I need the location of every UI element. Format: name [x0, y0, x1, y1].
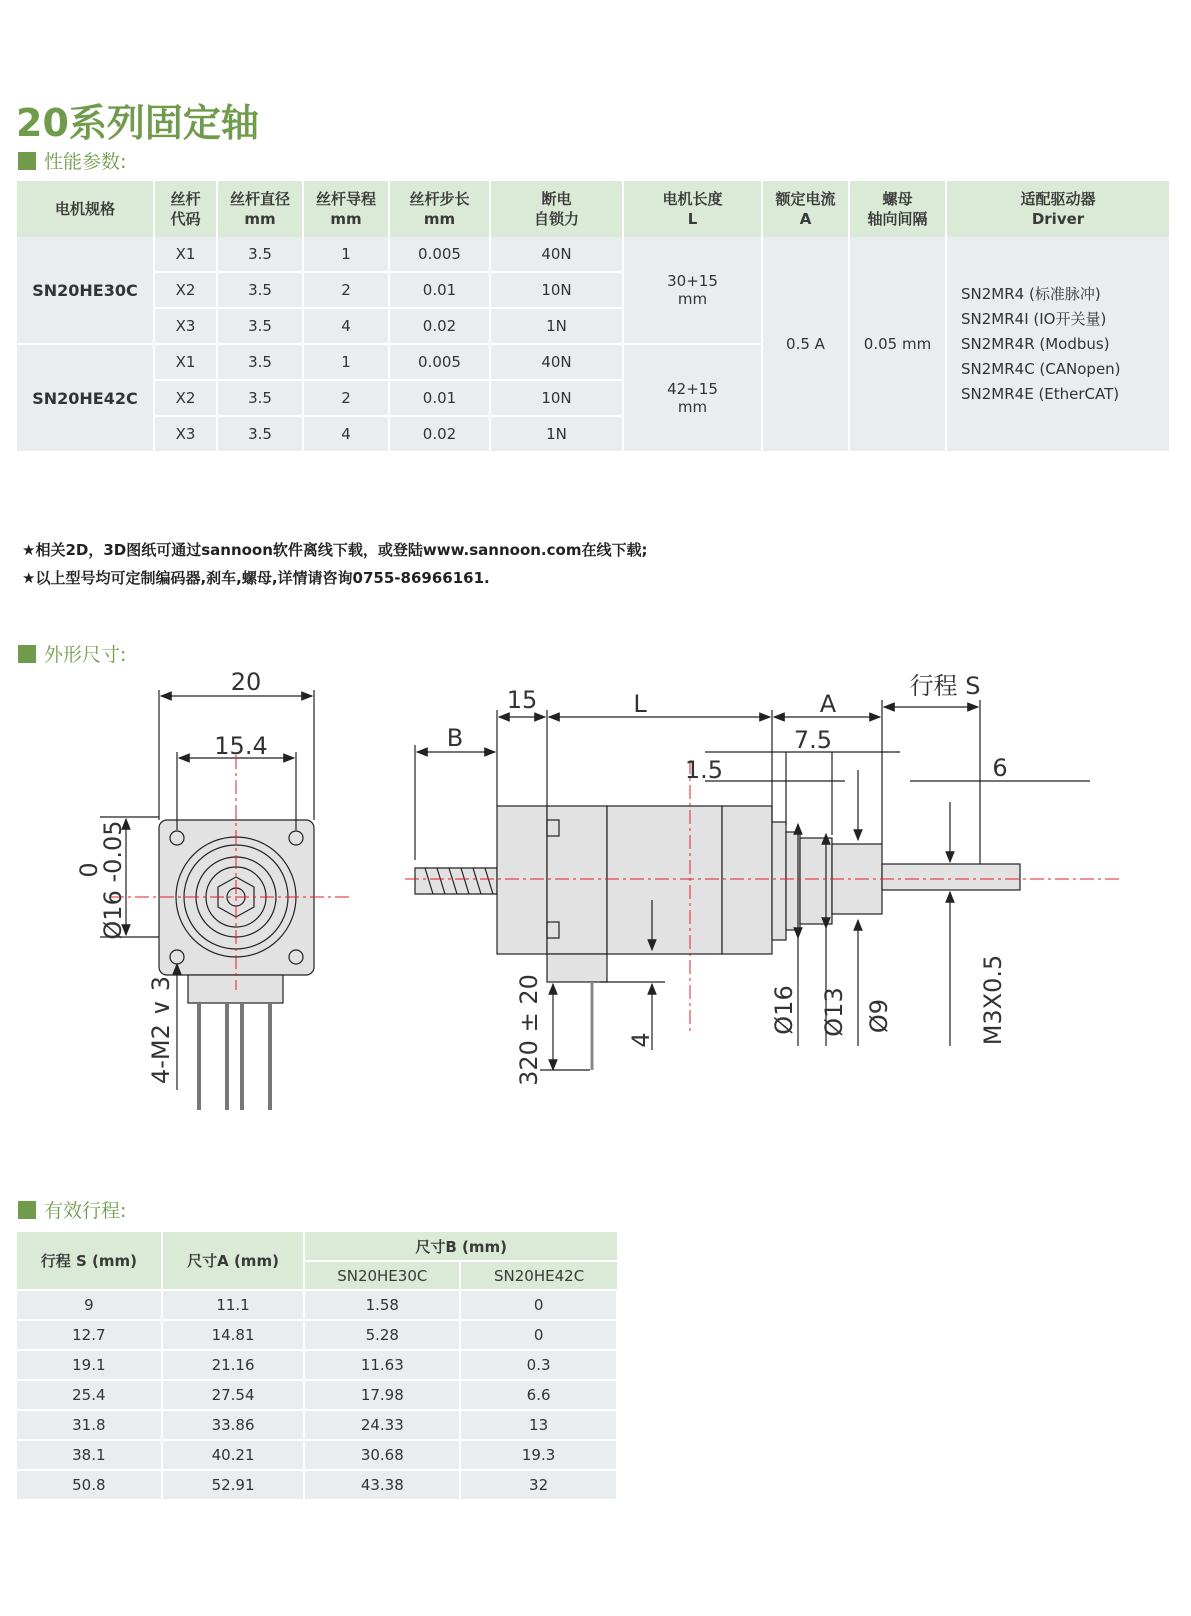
model-cell: SN20HE42C [17, 344, 154, 452]
driver-item: SN2MR4C (CANopen) [961, 359, 1121, 378]
spec-header-row [17, 181, 1169, 237]
cell: 11.1 [162, 1290, 305, 1320]
th-holding: 断电 自锁力 [490, 181, 623, 237]
section-stroke [18, 1196, 126, 1223]
driver-item: SN2MR4R (Modbus) [961, 334, 1110, 353]
th-b-30c: SN20HE30C [304, 1261, 460, 1290]
cell: 0.02 [389, 308, 490, 344]
cell: 9 [17, 1290, 162, 1320]
cell: X3 [154, 308, 217, 344]
section-performance [18, 147, 126, 174]
cell: 40N [490, 344, 623, 380]
dim-label: 4-M2 ∨ 3 [147, 976, 175, 1084]
dim-label: Ø9 [865, 998, 893, 1034]
spec-table [17, 181, 1169, 453]
section-square-icon [18, 1201, 36, 1219]
dim-label: 行程 S [909, 672, 981, 700]
cell: 4 [303, 308, 389, 344]
driver-item: SN2MR4I (IO开关量) [961, 309, 1107, 328]
table-row [17, 1440, 617, 1470]
cell: 3.5 [217, 308, 303, 344]
section-label: 外形尺寸: [44, 644, 127, 666]
cell: 19.1 [17, 1350, 162, 1380]
section-label: 性能参数: [44, 151, 127, 173]
cell: 0 [460, 1290, 617, 1320]
cell: X2 [154, 380, 217, 416]
cell: X2 [154, 272, 217, 308]
section-square-icon [18, 152, 36, 170]
cell: 2 [303, 380, 389, 416]
cell: 12.7 [17, 1320, 162, 1350]
th-b-42c: SN20HE42C [460, 1261, 617, 1290]
dim-label: Ø16 -0.05 [99, 820, 127, 940]
th-step: 丝杆步长 mm [389, 181, 490, 237]
cell: 5.28 [304, 1320, 460, 1350]
cell: 32 [460, 1470, 617, 1500]
cell: 0.3 [460, 1350, 617, 1380]
cell: X3 [154, 416, 217, 452]
table-row [17, 1470, 617, 1500]
dimension-drawing [0, 660, 1191, 1140]
cell: 17.98 [304, 1380, 460, 1410]
th-current: 额定电流 A [762, 181, 849, 237]
cell: 52.91 [162, 1470, 305, 1500]
cell: 3.5 [217, 416, 303, 452]
note-line: ★以上型号均可定制编码器,刹车,螺母,详情请咨询0755-86966161. [22, 569, 490, 587]
th-size-b: 尺寸B (mm) [304, 1232, 617, 1261]
page-title: 20系列固定轴 [16, 101, 259, 145]
dim-label: 0 [75, 862, 103, 878]
cell: 0.01 [389, 272, 490, 308]
cell: 0.005 [389, 237, 490, 272]
cell: 19.3 [460, 1440, 617, 1470]
cell: 43.38 [304, 1470, 460, 1500]
cell: 0.005 [389, 344, 490, 380]
table-row [17, 1350, 617, 1380]
dim-label: 320 ± 20 [515, 974, 543, 1086]
cell: 10N [490, 380, 623, 416]
cell: 3.5 [217, 380, 303, 416]
cell: 3.5 [217, 272, 303, 308]
cell: 21.16 [162, 1350, 305, 1380]
cell: 30.68 [304, 1440, 460, 1470]
table-row [17, 1380, 617, 1410]
cell: X1 [154, 237, 217, 272]
stroke-table [17, 1232, 618, 1501]
cell: 25.4 [17, 1380, 162, 1410]
dim-label: 1.5 [684, 756, 724, 784]
cell: 40.21 [162, 1440, 305, 1470]
driver-item: SN2MR4E (EtherCAT) [961, 384, 1120, 403]
dim-label: Ø16 [770, 985, 798, 1035]
cell: X1 [154, 344, 217, 380]
notes [22, 536, 647, 592]
nut-gap-cell: 0.05 mm [849, 237, 946, 452]
table-row [17, 237, 1169, 272]
cell: 11.63 [304, 1350, 460, 1380]
table-row [17, 1320, 617, 1350]
dim-label: M3X0.5 [979, 954, 1007, 1046]
dim-label: 7.5 [793, 726, 833, 754]
length-cell: 42+15 mm [623, 344, 762, 452]
cell: 1N [490, 416, 623, 452]
dim-label: 15 [506, 686, 538, 714]
cell: 1.58 [304, 1290, 460, 1320]
driver-cell [946, 237, 1169, 452]
section-label: 有效行程: [44, 1200, 127, 1222]
dim-label: 15.4 [214, 732, 268, 760]
th-lead: 丝杆导程 mm [303, 181, 389, 237]
cell: 40N [490, 237, 623, 272]
table-row [17, 1410, 617, 1440]
driver-item: SN2MR4 (标准脉冲) [961, 284, 1101, 303]
th-length: 电机长度 L [623, 181, 762, 237]
cell: 27.54 [162, 1380, 305, 1410]
cell: 50.8 [17, 1470, 162, 1500]
cell: 4 [303, 416, 389, 452]
model-cell: SN20HE30C [17, 237, 154, 344]
cell: 0 [460, 1320, 617, 1350]
th-screw-code: 丝杆 代码 [154, 181, 217, 237]
note-line: ★相关2D，3D图纸可通过sannoon软件离线下载，或登陆www.sannoon.com在线下载; [22, 541, 648, 559]
th-nut: 螺母 轴向间隔 [849, 181, 946, 237]
th-size-a: 尺寸A (mm) [162, 1232, 305, 1290]
cell: 1 [303, 344, 389, 380]
dim-label: 4 [627, 1032, 655, 1048]
th-driver: 适配驱动器 Driver [946, 181, 1169, 237]
th-stroke: 行程 S (mm) [17, 1232, 162, 1290]
cell: 13 [460, 1410, 617, 1440]
table-row [17, 1290, 617, 1320]
th-diameter: 丝杆直径 mm [217, 181, 303, 237]
cell: 3.5 [217, 344, 303, 380]
cell: 3.5 [217, 237, 303, 272]
cell: 1 [303, 237, 389, 272]
cell: 38.1 [17, 1440, 162, 1470]
cell: 0.02 [389, 416, 490, 452]
cell: 6.6 [460, 1380, 617, 1410]
dim-label: A [819, 690, 837, 718]
cell: 31.8 [17, 1410, 162, 1440]
cell: 14.81 [162, 1320, 305, 1350]
cell: 33.86 [162, 1410, 305, 1440]
cell: 0.01 [389, 380, 490, 416]
stroke-header-row [17, 1232, 617, 1261]
cell: 10N [490, 272, 623, 308]
dim-label: 6 [992, 754, 1008, 782]
current-cell: 0.5 A [762, 237, 849, 452]
length-cell: 30+15 mm [623, 237, 762, 344]
front-view [100, 690, 314, 1110]
cell: 24.33 [304, 1410, 460, 1440]
cell: 1N [490, 308, 623, 344]
cell: 2 [303, 272, 389, 308]
dim-label: 20 [230, 668, 262, 696]
dim-label: L [633, 690, 647, 718]
dim-label: Ø13 [820, 987, 848, 1037]
th-model: 电机规格 [17, 181, 154, 237]
dim-label: B [446, 724, 464, 752]
